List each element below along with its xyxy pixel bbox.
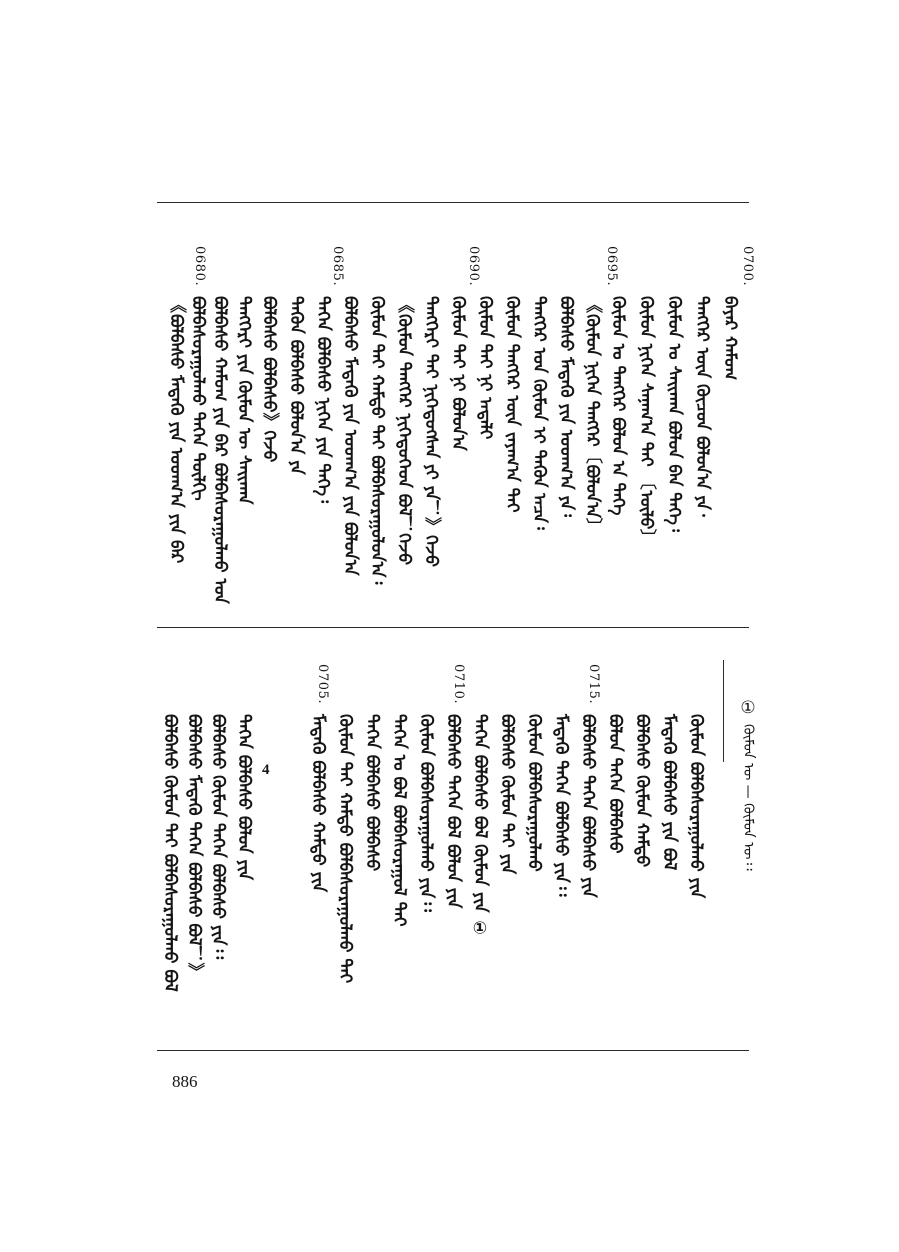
upper-line-21: ᠪᠣᠯᠪᠠᠰᠤᠷᠠᠭᠤᠯᠬᠤ ᠲᠡᠭᠡᠨ ᠲᠦᠯᠬᠢ xyxy=(188,296,208,501)
lower-line-17: ᠪᠣᠯᠪᠠᠰᠤ ᠬᠦᠮᠦᠨ ᠲᠡᠭᠡᠨ ᠪᠣᠯᠪᠠᠰᠤ ᠶᠢᠨ᠄᠄ xyxy=(208,714,228,960)
upper-line-2: ᠲᠡᠩᠭᠡᠷ ᠦᠨ ᠬᠦᠴᠦᠨ ᠪᠤᠯᠤᠨ᠎ᠠ ᠶᠠ᠂ xyxy=(692,296,712,517)
upper-line-19: ᠲᠡᠩᠭᠡᠷᠢ ᠶᠢᠨ ᠬᠦᠮᠦᠨ ᠦ ᠰᠠᠢᠬᠠᠨ xyxy=(234,296,254,505)
lower-line-9: ᠲᠡᠭᠡᠨ ᠪᠣᠯᠪᠠᠰᠤ ᠪᠣᠯ ᠬᠦᠮᠦᠨ ᠶᠢᠨ ① xyxy=(470,714,490,939)
line-number-0710: 0710. xyxy=(451,664,466,705)
upper-line-1: ᠪᠠᠶᠠᠷ ᠬᠠᠮᠤᠭ xyxy=(720,296,740,381)
lower-line-19: ᠪᠣᠯᠪᠠᠰᠤ ᠬᠦᠮᠦᠨ ᠲᠡᠢ ᠪᠣᠯᠪᠠᠰᠤᠷᠠᠭᠤᠯᠬᠤ ᠪᠣᠯ xyxy=(160,714,180,992)
upper-line-7: ᠪᠣᠯᠪᠠᠰᠤ ᠮᠡᠳᠡᠬᠦ ᠶᠢᠨ ᠤᠳᠬ᠎ᠠ ᠶᠠ᠄ xyxy=(556,296,576,517)
line-number-0700: 0700. xyxy=(740,246,755,287)
upper-line-11: ᠬᠦᠮᠦᠨ ᠲᠡᠢ ᠨᠢ ᠪᠣᠯᠣᠨ᠎ᠠ xyxy=(448,296,468,451)
lower-line-11: ᠬᠦᠮᠦᠨ ᠪᠣᠯᠪᠠᠰᠤᠷᠠᠭᠤᠯᠬᠤ ᠶᠢᠨ᠄᠄ xyxy=(416,714,436,912)
lower-line-3: ᠪᠣᠯᠪᠠᠰᠤ ᠬᠦᠮᠦᠨ ᠬᠠᠮᠲᠤ xyxy=(632,714,652,868)
lower-line-13: ᠲᠡᠭᠡᠨ ᠪᠣᠯᠪᠠᠰᠤ ᠪᠣᠯᠪᠠᠰᠤ xyxy=(362,714,382,872)
lower-line-8: ᠪᠣᠯᠪᠠᠰᠤ ᠬᠦᠮᠦᠨ ᠲᠡᠢ ᠶᠢᠨ xyxy=(497,714,517,875)
lower-line-4: ᠪᠣᠯᠤᠨ ᠲᠡᠭᠡᠨ ᠪᠣᠯᠪᠠᠰᠤ xyxy=(605,714,625,854)
upper-line-14: ᠬᠦᠮᠦᠨ ᠲᠡᠢ ᠬᠠᠮᠲᠤ ᠲᠡᠢ ᠪᠣᠯᠪᠠᠰᠤᠷᠠᠭᠤᠯᠤᠨ᠎ᠠ᠄ xyxy=(367,296,387,585)
line-number-0680: 0680. xyxy=(192,246,207,287)
page-number: 886 xyxy=(172,1072,198,1091)
upper-line-17: ᠲᠡᠭᠦᠨ ᠪᠣᠯᠪᠠᠰᠤ ᠪᠣᠯᠣᠨ᠎ᠠ ᠶᠠ xyxy=(286,296,306,475)
lower-line-14: ᠬᠦᠮᠦᠨ ᠲᠡᠢ ᠬᠠᠮᠲᠤ ᠪᠣᠯᠪᠠᠰᠤᠷᠠᠭᠤᠯᠬᠤ ᠲᠡᠢ xyxy=(335,714,355,984)
lower-line-18: ᠪᠣᠯᠪᠠᠰᠤ ᠮᠡᠳᠡᠬᠦ ᠲᠡᠭᠡᠨ ᠪᠣᠯᠪᠠᠰᠤ ᠪᠣᠯ！》 xyxy=(184,714,204,981)
upper-line-6: 《ᠬᠦᠮᠦᠨ ᠨᠢᠭᠡᠨ ᠲᠡᠩᠭᠡᠷ〔ᠪᠣᠯᠣᠨ᠎ᠠ〕 xyxy=(582,296,602,537)
footnote-marker: ① xyxy=(738,698,758,719)
footnote-text: ᠬᠦᠮᠦᠨ ᠦ — ᠬᠦᠮᠦᠨ ᠦ᠄᠄ xyxy=(740,724,756,871)
line-number-0685: 0685. xyxy=(330,246,345,287)
upper-line-9: ᠬᠦᠮᠦᠨ ᠲᠡᠩᠭᠡᠷ ᠦᠨ ᠵᠠᠶᠠᠭ᠎ᠠ ᠲᠠᠢ xyxy=(502,296,522,513)
upper-line-15: ᠪᠣᠯᠪᠠᠰᠤ ᠮᠡᠳᠡᠬᠦ ᠶᠢᠨ ᠤᠳᠬ᠎ᠠ ᠶᠢᠨ ᠪᠤᠯᠤᠨ᠎ᠠ xyxy=(340,296,360,576)
upper-line-5: ᠬᠦᠮᠦᠨ ᠤ ᠲᠡᠩᠭᠡᠷ ᠪᠣᠯᠣᠨ ᠠ ᠲᠡᠭᠡ xyxy=(608,296,628,516)
section-marker: 4 xyxy=(262,762,270,778)
upper-line-18: ᠪᠣᠯᠪᠠᠰᠤ ᠪᠣᠯᠪᠠᠰᠤ》ᠭᠡᠵᠦ xyxy=(259,296,279,463)
line-number-0715: 0715. xyxy=(586,664,601,705)
lower-line-6: ᠮᠡᠳᠡᠬᠦ ᠲᠡᠭᠡᠨ ᠪᠣᠯᠪᠠᠰᠤ ᠶᠢᠨ᠄᠄ xyxy=(551,714,571,897)
upper-line-8: ᠲᠡᠩᠭᠡᠷ ᠤᠨ ᠬᠦᠮᠦᠨ ᠢ ᠲᠡᠭᠦᠨ ᠠᠴᠠ᠄ xyxy=(529,296,549,530)
lower-line-1: ᠬᠦᠮᠦᠨ ᠪᠣᠯᠪᠠᠰᠤᠷᠠᠭᠤᠯᠬᠤ ᠶᠢᠨ xyxy=(686,714,706,899)
lower-line-16: ᠲᠡᠭᠡᠨ ᠪᠣᠯᠪᠠᠰᠤ ᠪᠣᠯᠤᠨ ᠶᠢᠨ xyxy=(234,714,254,881)
lower-line-12: ᠲᠡᠭᠡᠨ ᠤ ᠪᠣᠯ ᠪᠣᠯᠪᠠᠰᠤᠷᠠᠭᠤᠯ ᠲᠡᠢ xyxy=(389,714,409,927)
upper-line-10: ᠬᠦᠮᠦᠨ ᠲᠡᠢ ᠨᠢ ᠠᠳᠠᠯᠢ xyxy=(475,296,495,440)
upper-line-16: ᠲᠡᠭᠡᠨ ᠪᠣᠯᠪᠠᠰᠤ ᠨᠢᠭᠡᠨ ᠶᠢᠨ ᠲᠡᠭᠡ᠄ xyxy=(313,296,333,503)
lower-line-15: ᠮᠡᠳᠡᠬᠦ ᠪᠣᠯᠪᠠᠰᠤ ᠬᠠᠮᠲᠤ ᠶᠢᠨ xyxy=(308,714,328,893)
upper-line-20: ᠪᠣᠯᠪᠠᠰᠤ ᠬᠠᠮᠤᠭ ᠶᠢᠨ ᠪᠡᠷ ᠪᠣᠯᠪᠠᠰᠤᠷᠠᠭᠤᠯᠬᠤ ᠤᠨ xyxy=(210,296,230,604)
upper-line-12: ᠲᠡᠩᠭᠡᠷᠢ ᠲᠡᠢ ᠨᠢᠭᠡᠳᠦᠭᠰᠡᠨ ᠶᠢ ᠶᠠ！》ᠭᠡᠵᠦ xyxy=(421,296,441,567)
lower-line-7: ᠬᠦᠮᠦᠨ ᠪᠣᠯᠪᠠᠰᠤᠷᠠᠭᠤᠯᠬᠤ xyxy=(524,714,544,872)
middle-rule xyxy=(157,627,749,628)
lower-line-10: ᠪᠣᠯᠪᠠᠰᠤ ᠲᠡᠭᠡᠨ ᠪᠣᠯ ᠪᠣᠯᠤᠨ ᠶᠢᠨ xyxy=(443,714,463,909)
bottom-rule xyxy=(157,1050,749,1051)
upper-line-3: ᠬᠦᠮᠦᠨ ᠤ ᠰᠠᠢᠬᠠᠨ ᠪᠣᠯᠤᠨ ᠪᠠᠨ ᠲᠡᠭᠡ᠄ xyxy=(664,296,684,532)
lower-line-5: ᠪᠣᠯᠪᠠᠰᠤ ᠲᠡᠭᠡᠨ ᠪᠣᠯᠪᠠᠰᠤ ᠶᠢᠨ xyxy=(578,714,598,898)
upper-line-4: ᠬᠦᠮᠦᠨ ᠨᠢᠭᠡᠨ ᠰᠠᠨᠠᠭ᠎ᠠ ᠲᠠᠢ 〔ᠦᠯᠦ〕 xyxy=(636,296,656,548)
upper-line-22: 《ᠪᠣᠯᠪᠠᠰᠤ ᠮᠡᠳᠡᠬᠦ ᠶᠢᠨ ᠤᠳᠬ᠎ᠠ ᠶᠢᠨ ᠪᠡᠷ xyxy=(166,296,186,564)
line-number-0690: 0690. xyxy=(466,246,481,287)
line-number-0695: 0695. xyxy=(604,246,619,287)
lower-line-2: ᠮᠡᠳᠡᠬᠦ ᠪᠣᠯᠪᠠᠰᠤ ᠶᠢᠨ ᠪᠣᠯ xyxy=(659,714,679,871)
upper-line-13: 《ᠬᠦᠮᠦᠨ ᠲᠡᠩᠭᠡᠷ ᠨᠢᠭᠡᠳᠦᠭᠡᠳ ᠪᠣᠯ！ᠭᠡᠵᠦ xyxy=(394,296,414,566)
footnote-rule xyxy=(723,660,724,762)
top-rule xyxy=(157,202,749,203)
line-number-0705: 0705. xyxy=(315,664,330,705)
